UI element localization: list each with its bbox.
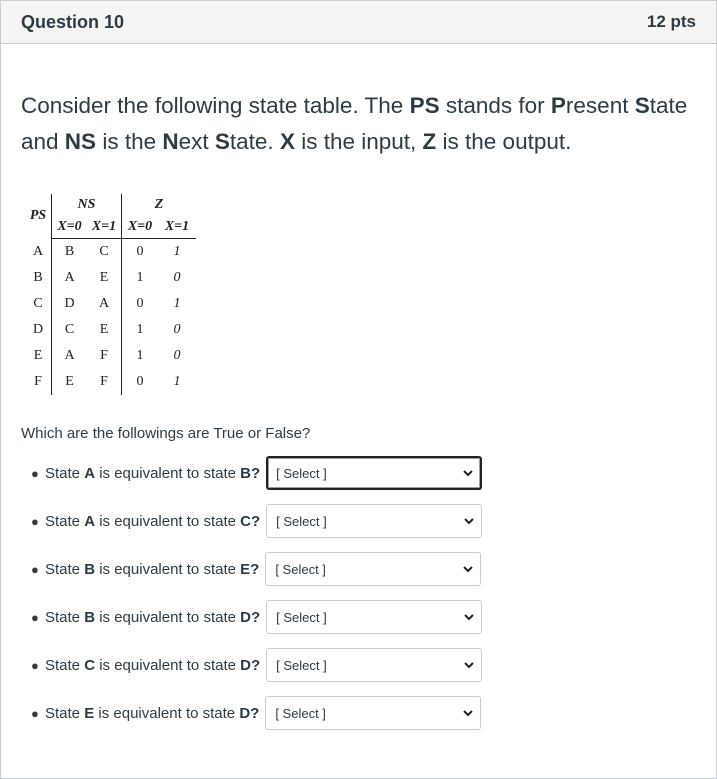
bullet-icon: ● [31,465,39,481]
statement: State C is equivalent to state D? [45,656,261,674]
table-cell: D [25,317,52,343]
chevron-down-icon [462,563,474,575]
select-value: [ Select ] [275,561,326,577]
question-intro: Consider the following state table. The PS stands for Present State and NS is the Next State. X is the input, Z is the output. [21,93,688,154]
statement: State B is equivalent to state E? [45,560,260,578]
bullet-icon: ● [31,705,39,721]
question-points: 12 pts [646,12,696,31]
sub-header: X=1 [158,216,196,239]
table-cell: A [87,291,122,317]
sub-header: X=1 [87,216,122,239]
table-cell: A [25,239,52,266]
table-row [25,265,196,291]
table-cell: A [64,348,75,363]
answer-select[interactable] [266,648,482,682]
bullet-icon: ● [31,657,39,673]
select-value: [ Select ] [276,513,327,529]
bullet-icon: ● [31,561,39,577]
table-row [25,239,196,266]
table-row [25,291,196,317]
table-cell: F [87,343,122,369]
statement: State B is equivalent to state D? [45,608,261,626]
table-cell: C [25,291,52,317]
select-value: [ Select ] [276,465,327,481]
table-cell: 0 [173,322,181,337]
sub-header: X=0 [52,216,88,239]
answer-select[interactable] [266,600,482,634]
table-cell: 0 [136,244,144,259]
table-cell: E [65,374,74,389]
table-cell: 1 [173,244,181,259]
sub-header: X=0 [122,216,159,239]
table-cell: 0 [136,296,144,311]
z-header: Z [154,197,164,212]
select-value: [ Select ] [275,705,326,721]
answer-select[interactable] [265,696,481,730]
table-cell: B [25,265,52,291]
table-cell: 0 [136,374,144,389]
list-item [31,502,696,540]
list-item [31,598,696,636]
chevron-down-icon [463,611,475,623]
table-cell: E [25,343,52,369]
chevron-down-icon [462,707,474,719]
table-row [25,343,196,369]
table-cell: A [64,270,75,285]
question-header [1,1,716,44]
table-cell: E [87,265,122,291]
table-cell: 1 [173,374,181,389]
table-cell: C [87,239,122,266]
bullet-icon: ● [31,513,39,529]
statement: State E is equivalent to state D? [45,704,260,722]
table-cell: E [87,317,122,343]
answer-select[interactable] [266,456,482,490]
ps-header: PS [25,194,52,239]
list-item [31,454,696,492]
answer-select[interactable] [265,552,481,586]
table-cell: F [25,369,52,395]
question-list [21,454,696,732]
bullet-icon: ● [31,609,39,625]
table-cell: B [64,244,75,259]
chevron-down-icon [463,515,475,527]
question-prompt: Which are the followings are True or False? [21,425,311,442]
table-cell: F [87,369,122,395]
table-cell: 0 [173,270,181,285]
table-row [25,369,196,395]
statement: State A is equivalent to state C? [45,512,261,530]
table-cell: 1 [173,296,181,311]
state-table [25,194,196,395]
table-cell: D [64,296,75,311]
answer-select[interactable] [266,504,482,538]
table-cell: 1 [136,270,144,285]
question-title: Question 10 [21,11,125,32]
chevron-down-icon [462,467,474,479]
table-cell: 1 [136,322,144,337]
select-value: [ Select ] [276,657,327,673]
list-item [31,694,696,732]
table-row [25,317,196,343]
table-cell: C [64,322,75,337]
table-cell: 0 [173,348,181,363]
ns-header: NS [52,194,122,216]
list-item [31,550,696,588]
chevron-down-icon [463,659,475,671]
table-cell: 1 [136,348,144,363]
select-value: [ Select ] [276,609,327,625]
statement: State A is equivalent to state B? [45,464,261,482]
question-body [1,88,716,732]
list-item [31,646,696,684]
